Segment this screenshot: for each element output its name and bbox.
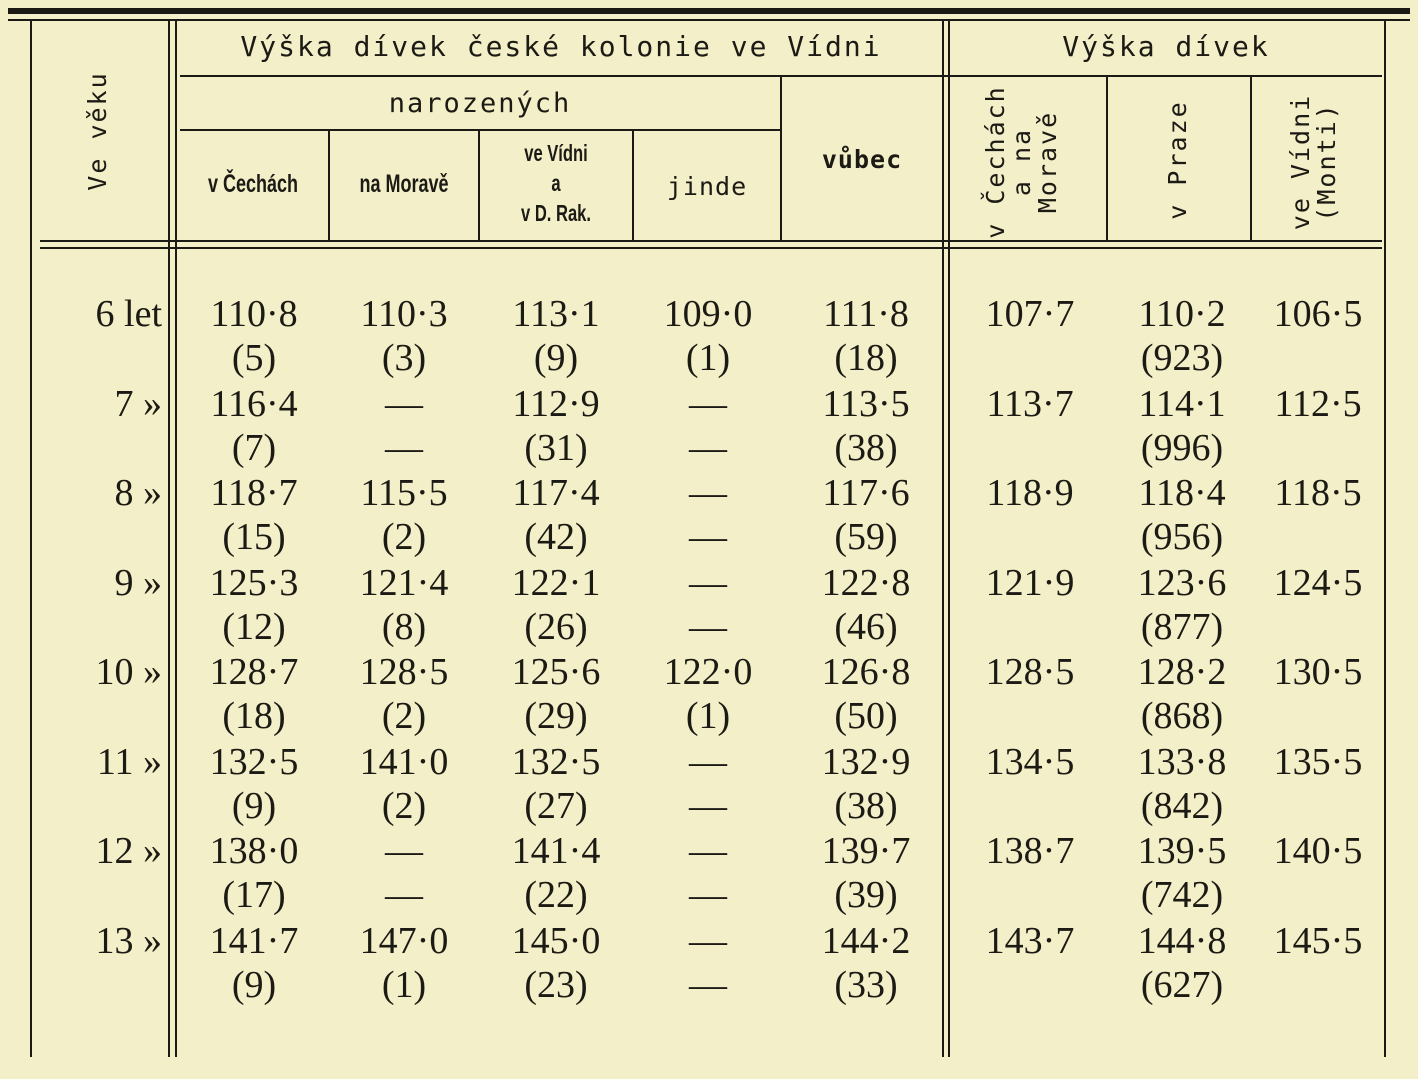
cell-value: 117·6: [822, 472, 910, 514]
table-cell: [179, 561, 329, 649]
table-cell: [329, 919, 479, 1007]
cell-value: 113·1: [512, 293, 600, 335]
cell-value: 118·7: [210, 472, 298, 514]
cell-value: 144·2: [821, 919, 911, 962]
cell-value: 124·5: [1273, 561, 1363, 604]
col-divider-6: [1106, 77, 1108, 240]
cell-count: (1): [381, 963, 427, 1006]
table-cell: [179, 382, 329, 470]
cell-count: (742): [1140, 874, 1224, 916]
table-cell: [1107, 382, 1257, 470]
cell-value: 144·8: [1137, 919, 1227, 962]
cell-count: (842): [1140, 784, 1224, 827]
col-divider-2: [478, 131, 480, 240]
table-cell: [329, 829, 479, 917]
cell-value: —: [689, 919, 727, 962]
cell-value: 112·5: [1274, 382, 1362, 425]
row-age-label: 10 »: [95, 651, 162, 693]
cell-value: 109·0: [663, 293, 753, 335]
cell-value: 135·5: [1273, 740, 1363, 783]
cell-value: —: [385, 830, 423, 872]
right-border: [1384, 21, 1386, 1057]
born-rule: [180, 129, 780, 131]
cell-count: (39): [834, 874, 898, 916]
cell-value: 110·3: [360, 293, 448, 335]
header-col-vidni-line1: ve Vídni: [524, 140, 588, 166]
cell-count: (33): [834, 963, 898, 1006]
row-age-label: 13 »: [95, 919, 162, 962]
table-cell: [1243, 382, 1393, 426]
table-cell: [955, 292, 1105, 336]
table-cell: [791, 292, 941, 380]
header-col-vidni-line2: a: [551, 170, 561, 196]
table-cell: [791, 829, 941, 917]
cell-value: 118·9: [986, 472, 1074, 514]
cell-count: (956): [1140, 516, 1224, 558]
cell-count: —: [689, 426, 727, 469]
cell-count: (23): [524, 963, 588, 1006]
cell-value: —: [385, 382, 423, 425]
cell-value: 112·9: [512, 382, 600, 425]
table-cell: [955, 740, 1105, 784]
cell-value: 110·8: [210, 293, 298, 335]
cell-value: 121·4: [359, 561, 449, 604]
header-group-girls: Výška dívek: [1062, 30, 1270, 63]
cell-value: 106·5: [1273, 293, 1363, 335]
group-divider-1: [942, 21, 944, 1057]
cell-count: (2): [381, 784, 427, 827]
age-divider-1: [168, 21, 170, 1057]
cell-count: (12): [222, 605, 286, 648]
header-bottom-rule: [40, 240, 1382, 242]
cell-value: 113·7: [986, 382, 1074, 425]
table-cell: [179, 650, 329, 738]
table-cell: [481, 919, 631, 1007]
cell-value: 138·7: [985, 830, 1075, 872]
cell-count: (1): [685, 337, 731, 379]
cell-count: (9): [533, 337, 579, 379]
header-col-vidni-monti: [1288, 87, 1344, 237]
table-cell: [1243, 829, 1393, 873]
cell-count: —: [689, 963, 727, 1006]
table-cell: [1243, 292, 1393, 336]
header-col-cm-line2: a na: [1007, 127, 1036, 197]
cell-count: (868): [1140, 695, 1224, 737]
header-bottom-rule-2: [40, 247, 1382, 249]
header-col-morave: na Moravě: [359, 170, 449, 198]
cell-value: 107·7: [985, 293, 1075, 335]
cell-value: —: [689, 830, 727, 872]
cell-count: —: [385, 426, 423, 469]
header-col-cm-line3: Moravě: [1033, 110, 1062, 214]
cell-count: (2): [381, 516, 427, 558]
table-cell: [955, 919, 1105, 963]
table-cell: [329, 292, 479, 380]
table-cell: [1243, 740, 1393, 784]
cell-value: 115·5: [360, 472, 448, 514]
table-cell: [955, 650, 1105, 694]
cell-count: —: [385, 874, 423, 916]
cell-value: 132·5: [209, 740, 299, 783]
cell-value: 132·5: [511, 740, 601, 783]
cell-count: (42): [524, 516, 588, 558]
cell-count: (9): [231, 784, 277, 827]
cell-value: 123·6: [1137, 561, 1227, 604]
cell-value: 141·0: [359, 740, 449, 783]
header-col-cm-line1: v Čechách: [981, 85, 1010, 239]
age-divider-2: [175, 21, 177, 1057]
cell-count: (27): [524, 784, 588, 827]
table-cell: [481, 740, 631, 828]
cell-value: 143·7: [985, 919, 1075, 962]
cell-count: —: [689, 516, 727, 558]
cell-count: (3): [381, 337, 427, 379]
cell-value: 128·5: [985, 651, 1075, 693]
cell-value: 134·5: [985, 740, 1075, 783]
cell-value: 125·6: [511, 651, 601, 693]
table-cell: [791, 740, 941, 828]
cell-value: 139·7: [821, 830, 911, 872]
cell-count: (18): [834, 337, 898, 379]
cell-value: 117·4: [512, 472, 600, 514]
header-col-vidni-monti-line1: ve Vídni: [1286, 93, 1315, 231]
left-border: [30, 21, 32, 1057]
row-age-label: 9 »: [114, 561, 162, 604]
cell-count: —: [689, 874, 727, 916]
cell-count: (31): [524, 426, 588, 469]
cell-value: 114·1: [1138, 382, 1226, 425]
cell-value: 122·0: [663, 651, 753, 693]
cell-count: —: [689, 784, 727, 827]
table-cell: [791, 471, 941, 559]
cell-value: 121·9: [985, 561, 1075, 604]
table-cell: [179, 740, 329, 828]
cell-value: —: [689, 561, 727, 604]
table-cell: [633, 650, 783, 738]
table-cell: [179, 919, 329, 1007]
table-cell: [791, 382, 941, 470]
table-cell: [1107, 292, 1257, 380]
table-cell: [481, 292, 631, 380]
table-cell: [329, 471, 479, 559]
header-born: narozených: [388, 88, 572, 119]
table-cell: [179, 829, 329, 917]
cell-count: (29): [524, 695, 588, 737]
cell-count: (996): [1140, 426, 1224, 469]
cell-count: —: [689, 605, 727, 648]
cell-count: (9): [231, 963, 277, 1006]
cell-count: (627): [1140, 963, 1224, 1006]
table-cell: [1243, 471, 1393, 515]
table-cell: [481, 382, 631, 470]
cell-count: (2): [381, 695, 427, 737]
cell-value: 118·4: [1138, 472, 1226, 514]
cell-value: 141·7: [209, 919, 299, 962]
col-divider-7: [1250, 77, 1252, 240]
cell-value: 116·4: [210, 382, 298, 425]
header-col-jinde: jinde: [666, 172, 748, 201]
group-divider-2: [948, 21, 950, 1057]
table-cell: [329, 650, 479, 738]
header-group-vienna: Výška dívek české kolonie ve Vídni: [240, 30, 882, 63]
cell-value: —: [689, 382, 727, 425]
cell-value: 128·5: [359, 651, 449, 693]
cell-value: 141·4: [511, 830, 601, 872]
table-cell: [1107, 471, 1257, 559]
table-cell: [955, 471, 1105, 515]
cell-count: (15): [222, 516, 286, 558]
table-cell: [1243, 919, 1393, 963]
table-cell: [791, 650, 941, 738]
cell-count: (59): [834, 516, 898, 558]
cell-value: 128·7: [209, 651, 299, 693]
cell-count: (18): [222, 695, 286, 737]
cell-count: (923): [1140, 337, 1224, 379]
table-cell: [633, 292, 783, 380]
row-age-label: 7 »: [114, 382, 162, 425]
table-cell: [179, 292, 329, 380]
header-col-cechach: v Čechách: [207, 170, 299, 198]
cell-value: 111·8: [823, 293, 909, 335]
table-cell: [481, 829, 631, 917]
cell-count: (8): [381, 605, 427, 648]
row-age-label: 8 »: [114, 472, 162, 514]
cell-value: —: [689, 740, 727, 783]
cell-count: (26): [524, 605, 588, 648]
cell-value: 140·5: [1273, 830, 1363, 872]
cell-value: 118·5: [1274, 472, 1362, 514]
cell-value: 130·5: [1273, 651, 1363, 693]
cell-value: 132·9: [821, 740, 911, 783]
cell-count: (7): [231, 426, 277, 469]
cell-value: 147·0: [359, 919, 449, 962]
cell-count: (5): [231, 337, 277, 379]
table-cell: [633, 829, 783, 917]
cell-value: 133·8: [1137, 740, 1227, 783]
table-cell: [329, 740, 479, 828]
table-cell: [1107, 919, 1257, 1007]
header-col-praze: v Praze: [1163, 100, 1192, 220]
table-cell: [633, 919, 783, 1007]
col-divider-1: [328, 131, 330, 240]
row-age-label: 11 »: [96, 740, 162, 783]
header-col-vidni: [501, 138, 610, 228]
row-age-label: 12 »: [95, 830, 162, 872]
cell-value: 125·3: [209, 561, 299, 604]
table-cell: [329, 561, 479, 649]
table-cell: [1243, 561, 1393, 605]
table-cell: [633, 382, 783, 470]
cell-value: 145·0: [511, 919, 601, 962]
cell-value: 145·5: [1273, 919, 1363, 962]
header-col-cechach-morave: [983, 84, 1067, 240]
table-cell: [329, 382, 479, 470]
table-cell: [481, 471, 631, 559]
table-cell: [481, 561, 631, 649]
table-cell: [1107, 561, 1257, 649]
cell-value: 126·8: [821, 651, 911, 693]
table-cell: [955, 561, 1105, 605]
top-rule: [8, 8, 1410, 14]
cell-count: (46): [834, 605, 898, 648]
header-col-vubec: vůbec: [821, 145, 903, 174]
cell-count: (877): [1140, 605, 1224, 648]
cell-count: (50): [834, 695, 898, 737]
header-col-vidni-monti-line2: (Monti): [1312, 102, 1341, 222]
table-cell: [955, 829, 1105, 873]
cell-value: 139·5: [1137, 830, 1227, 872]
cell-count: (38): [834, 426, 898, 469]
cell-count: (22): [524, 874, 588, 916]
top-rule-thin: [8, 19, 1410, 21]
table-cell: [633, 471, 783, 559]
table-cell: [633, 561, 783, 649]
table-cell: [791, 561, 941, 649]
cell-value: 138·0: [209, 830, 299, 872]
table-cell: [955, 382, 1105, 426]
cell-value: 110·2: [1138, 293, 1226, 335]
cell-count: (17): [222, 874, 286, 916]
table-cell: [633, 740, 783, 828]
table-cell: [1107, 829, 1257, 917]
cell-value: —: [689, 472, 727, 514]
cell-count: (38): [834, 784, 898, 827]
cell-count: (1): [685, 695, 731, 737]
table-cell: [179, 471, 329, 559]
table-cell: [791, 919, 941, 1007]
header-age: Ve věku: [83, 71, 112, 191]
cell-value: 113·5: [822, 382, 910, 425]
cell-value: 128·2: [1137, 651, 1227, 693]
table-cell: [1107, 650, 1257, 738]
table-cell: [1107, 740, 1257, 828]
table-cell: [481, 650, 631, 738]
row-age-label: 6 let: [95, 293, 162, 335]
cell-value: 122·8: [821, 561, 911, 604]
table-cell: [1243, 650, 1393, 694]
header-col-vidni-line3: v D. Rak.: [521, 200, 591, 226]
cell-value: 122·1: [511, 561, 601, 604]
